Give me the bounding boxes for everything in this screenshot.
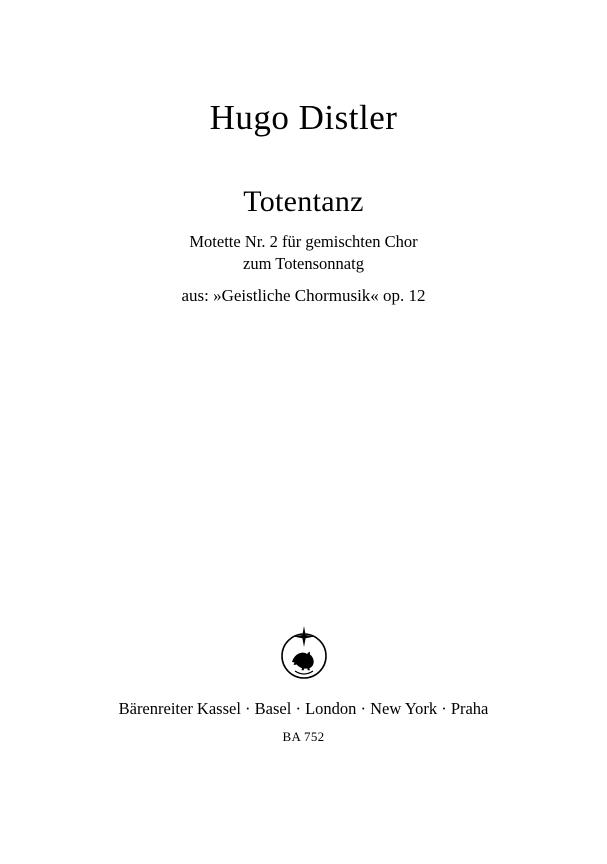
composer-name: Hugo Distler bbox=[209, 98, 398, 137]
baerenreiter-logo bbox=[0, 622, 607, 684]
publisher-imprint: Bärenreiter Kassel · Basel · London · New York · Praha bbox=[118, 699, 489, 718]
subtitle-line-1: Motette Nr. 2 für gemischten Chor bbox=[189, 232, 418, 251]
subtitle-line-2: zum Totensonnatg bbox=[243, 253, 364, 273]
plate-number: BA 752 bbox=[282, 729, 325, 744]
subtitle-block bbox=[0, 231, 607, 275]
source-collection: aus: »Geistliche Chormusik« op. 12 bbox=[181, 286, 426, 305]
page-title: Totentanz bbox=[243, 185, 364, 218]
